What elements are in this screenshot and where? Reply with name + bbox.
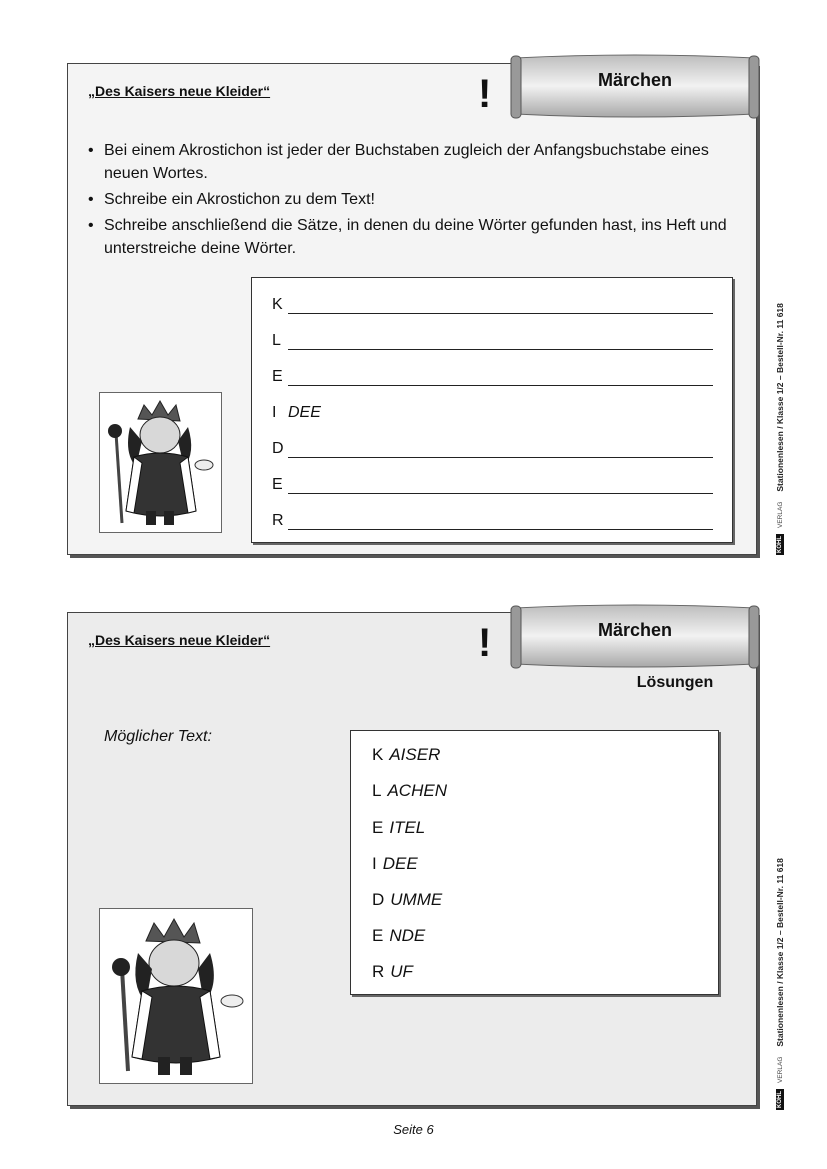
- acrostic-row[interactable]: E: [272, 368, 713, 386]
- write-line[interactable]: [288, 477, 713, 494]
- solution-row: I DEE: [372, 854, 418, 873]
- acrostic-row: I DEE: [272, 404, 321, 421]
- banner-scroll: [509, 604, 761, 670]
- instruction-item: • Bei einem Akrostichon ist jeder der Buchstaben zugleich der Anfangsbuchstabe eines neuen Wortes.: [88, 142, 709, 182]
- solution-row: R UF: [372, 962, 413, 981]
- solution-row: K AISER: [372, 745, 441, 764]
- acrostic-row[interactable]: R: [272, 512, 713, 530]
- banner-scroll: [509, 54, 761, 120]
- side-publisher-text: KOHL VERLAG Stationenlesen / Klasse 1/2 – Bestell-Nr. 11 618: [775, 858, 785, 1108]
- instruction-item: • Schreibe ein Akrostichon zu dem Text!: [88, 191, 375, 208]
- solution-row: D UMME: [372, 890, 443, 909]
- story-title: „Des Kaisers neue Kleider“: [88, 632, 271, 648]
- acrostic-row[interactable]: L: [272, 332, 713, 350]
- write-line[interactable]: [288, 441, 713, 458]
- solution-row: E NDE: [372, 926, 426, 945]
- acrostic-row[interactable]: K: [272, 296, 713, 314]
- acrostic-row[interactable]: E: [272, 476, 713, 494]
- instruction-item: • Schreibe anschließend die Sätze, in denen du deine Wörter gefunden hast, ins Heft und unterstreiche deine Wörter.: [88, 217, 727, 257]
- worksheet-card: [67, 63, 757, 555]
- acrostic-row[interactable]: D: [272, 440, 713, 458]
- exclamation-icon: !: [478, 72, 492, 116]
- banner-label: Märchen: [597, 620, 673, 640]
- banner-label: Märchen: [597, 70, 673, 90]
- king-icon: [100, 393, 221, 532]
- instructions: [88, 139, 738, 263]
- solutions-heading: Lösungen: [636, 674, 714, 691]
- story-title: „Des Kaisers neue Kleider“: [88, 83, 271, 99]
- publisher-logo: KOHL: [777, 1091, 783, 1108]
- king-illustration: [99, 392, 222, 533]
- page-number: Seite 6: [393, 1122, 434, 1137]
- side-publisher-text: KOHL VERLAG Stationenlesen / Klasse 1/2 – Bestell-Nr. 11 618: [775, 303, 785, 553]
- write-line[interactable]: [288, 369, 713, 386]
- publisher-logo: KOHL: [777, 536, 783, 553]
- solution-row: L ACHEN: [372, 781, 447, 800]
- possible-text-label: Möglicher Text:: [104, 728, 212, 745]
- acrostic-box: [251, 277, 733, 543]
- given-word: DEE: [288, 404, 321, 421]
- solution-box: [350, 730, 719, 995]
- solution-row: E ITEL: [372, 818, 426, 837]
- write-line[interactable]: [288, 333, 713, 350]
- write-line[interactable]: [288, 297, 713, 314]
- king-icon: [100, 909, 252, 1083]
- write-line[interactable]: [288, 513, 713, 530]
- exclamation-icon: !: [478, 621, 492, 665]
- king-illustration: [99, 908, 253, 1084]
- solution-card: [67, 612, 757, 1106]
